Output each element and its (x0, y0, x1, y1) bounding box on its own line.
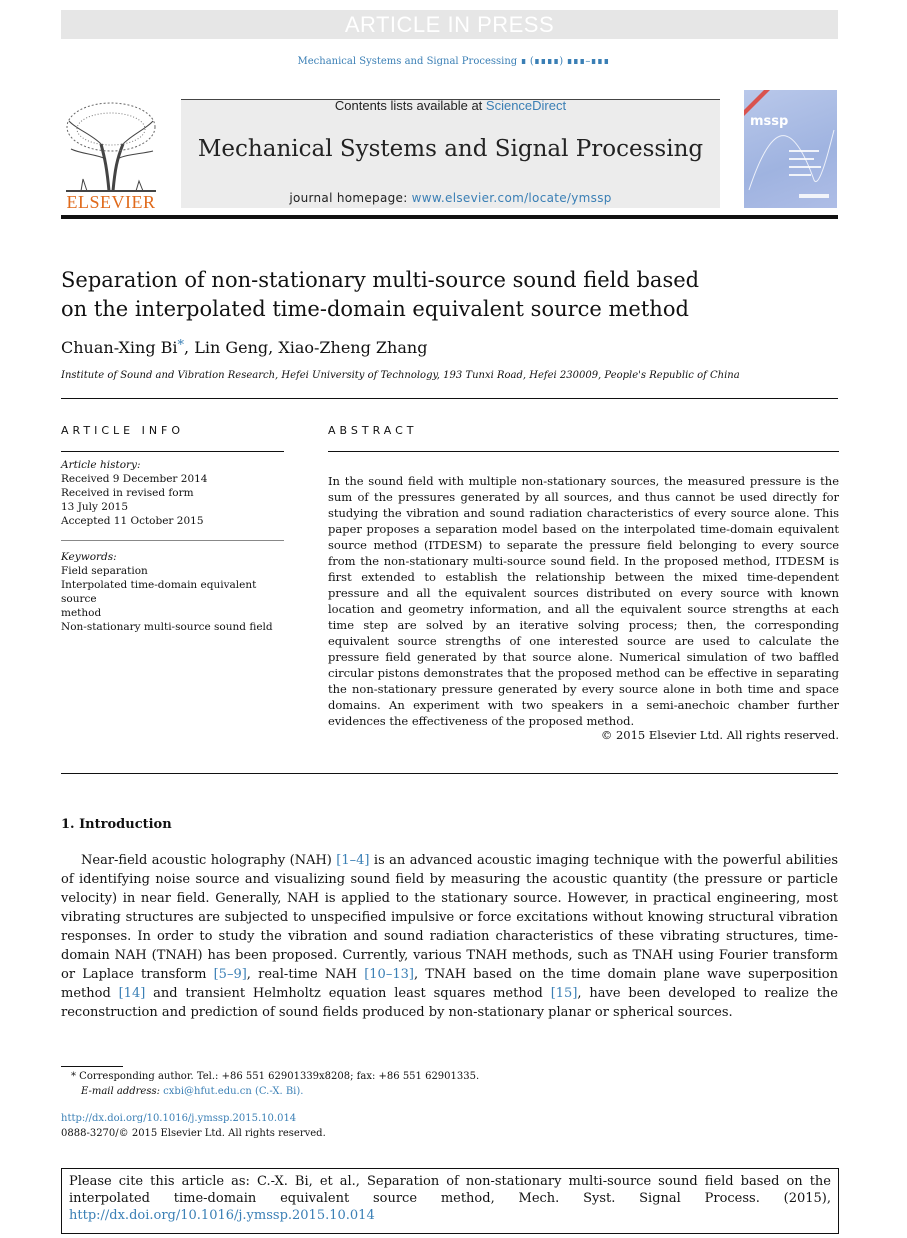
journal-homepage (181, 191, 720, 205)
keywords-rule (61, 540, 284, 541)
keyword-item: Non-stationary multi-source sound field (61, 621, 273, 633)
journal-cover-thumbnail (744, 90, 837, 208)
citation-link[interactable]: [10–13] (364, 967, 414, 982)
doi-link[interactable]: http://dx.doi.org/10.1016/j.ymssp.2015.10.014 (61, 1113, 297, 1124)
homepage-link[interactable]: www.elsevier.com/locate/ymssp (411, 191, 612, 205)
journal-reference: Mechanical Systems and Signal Processing ∎ (∎∎∎∎) ∎∎∎–∎∎∎ (297, 56, 610, 67)
authors-rest: , Lin Geng, Xiao-Zheng Zhang (184, 338, 428, 357)
elsevier-wordmark: ELSEVIER (66, 192, 156, 212)
email-label: E-mail address: (81, 1086, 164, 1097)
article-title (61, 266, 781, 324)
intro-text: Near-field acoustic holography (NAH) (81, 853, 337, 868)
keyword-item: method (61, 607, 102, 619)
email-link[interactable]: cxbi@hfut.edu.cn (C.-X. Bi). (163, 1086, 304, 1097)
citation-link[interactable]: [14] (118, 986, 146, 1001)
author-list (61, 338, 427, 357)
intro-text: , TNAH based on the time domain plane wave superposition method (61, 967, 838, 1001)
title-line-1: Separation of non-stationary multi-source sound field based (61, 268, 700, 292)
history-item: Accepted 11 October 2015 (61, 515, 204, 527)
cover-artwork (744, 90, 837, 208)
history-item: Received 9 December 2014 (61, 473, 208, 485)
sciencedirect-link[interactable]: ScienceDirect (485, 98, 567, 113)
citation-text: Please cite this article as: C.-X. Bi, et al., Separation of non-stationary multi-source sound field based on the interpolated time-domain equivalent source method, Mech. Syst. Signal Process. (2015), (69, 1174, 831, 1206)
history-item: Received in revised form (61, 487, 194, 499)
abstract-bottom-rule (61, 773, 838, 774)
citation-link[interactable]: [1–4] (336, 853, 370, 868)
history-item: 13 July 2015 (61, 501, 129, 513)
keyword-item: Interpolated time-domain equivalent source (61, 579, 257, 605)
contents-prefix: Contents lists available at (334, 98, 486, 113)
affiliation: Institute of Sound and Vibration Research, Hefei University of Technology, 193 Tunxi Road, Hefei 230009, People's Republic of China (61, 370, 740, 381)
intro-text: is an advanced acoustic imaging technique with the powerful abilities of identifying noise source and visualizing sound field by measuring the acoustic quantity (the pressure or particle velocity) in near field. Generally, NAH is applied to the stationary source. However, in practical engineering, most vibrating structures are subjected to unspecified impulsive or force excitations without knowing structural vibration responses. In order to study the vibration and sound radiation characteristics of these vibrating structures, time-domain NAH (TNAH) has been proposed. Currently, various TNAH methods, such as TNAH using Fourier transform or Laplace transform (61, 853, 838, 982)
article-info-rule (61, 451, 284, 452)
title-line-2: on the interpolated time-domain equivalent source method (61, 297, 689, 321)
journal-title: Mechanical Systems and Signal Processing (197, 136, 704, 162)
cover-title: mssp (750, 114, 789, 129)
footnote-rule (61, 1066, 123, 1067)
article-in-press-banner: ARTICLE IN PRESS (61, 10, 838, 39)
history-label: Article history: (61, 459, 141, 471)
article-history (61, 458, 291, 528)
citation-link[interactable]: [5–9] (213, 967, 247, 982)
introduction-heading: 1. Introduction (61, 817, 172, 832)
homepage-prefix: journal homepage: (289, 191, 412, 205)
header-rule (61, 215, 838, 219)
intro-text: , real-time NAH (246, 967, 365, 982)
doi-block (61, 1111, 326, 1141)
keywords-label: Keywords: (61, 551, 117, 563)
keywords (61, 550, 291, 634)
tree-icon (66, 103, 156, 191)
author-1: Chuan-Xing Bi (61, 338, 178, 357)
keyword-item: Field separation (61, 565, 148, 577)
corresponding-author-mark[interactable]: * (177, 338, 185, 353)
contents-line (181, 98, 720, 113)
abstract-text: In the sound field with multiple non-stationary sources, the measured pressure is the sum of the pressures generated by all sources, and thus cannot be used directly for studying the vibration and sound radiation characteristics of every source alone. This paper proposes a separation model based on the interpolated time-domain equivalent source method (ITDESM) to separate the pressure field belonging to every source from the non-stationary multi-source sound field. In the proposed method, ITDESM is first extended to establish the relationship between the mixed time-dependent pressure and all the equivalent sources distributed on every source with known location and geometry information, and all the equivalent source strengths at each time step are solved by an iterative solving process; then, the corresponding equivalent source strengths of one interested source are used to calculate the pressure field generated by that source alone. Numerical simulation of two baffled circular pistons demonstrates that the proposed method can be effective in separating the non-stationary pressure generated by every source alone in both time and space domains. An experiment with two speakers in a semi-anechoic chamber further evidences the effectiveness of the proposed method. (328, 474, 839, 728)
citation-doi-link[interactable]: http://dx.doi.org/10.1016/j.ymssp.2015.10.014 (69, 1208, 375, 1223)
article-info-heading: ARTICLE INFO (61, 424, 185, 437)
intro-text: and transient Helmholtz equation least squares method (145, 986, 551, 1001)
footnote (61, 1069, 479, 1099)
issn-line: 0888-3270/© 2015 Elsevier Ltd. All rights reserved. (61, 1128, 326, 1139)
citation-link[interactable]: [15] (550, 986, 578, 1001)
abstract-heading: ABSTRACT (328, 424, 418, 437)
citation-box (61, 1168, 839, 1234)
corresponding-author-note: * Corresponding author. Tel.: +86 551 62901339x8208; fax: +86 551 62901335. (71, 1071, 480, 1082)
introduction-paragraph (61, 851, 838, 1022)
abstract-copyright: © 2015 Elsevier Ltd. All rights reserved. (600, 728, 839, 742)
abstract-rule (328, 451, 839, 452)
section-rule (61, 398, 838, 399)
intro-text: , have been developed to realize the reconstruction and prediction of sound fields produced by non-stationary planar or spherical sources. (61, 986, 839, 1020)
